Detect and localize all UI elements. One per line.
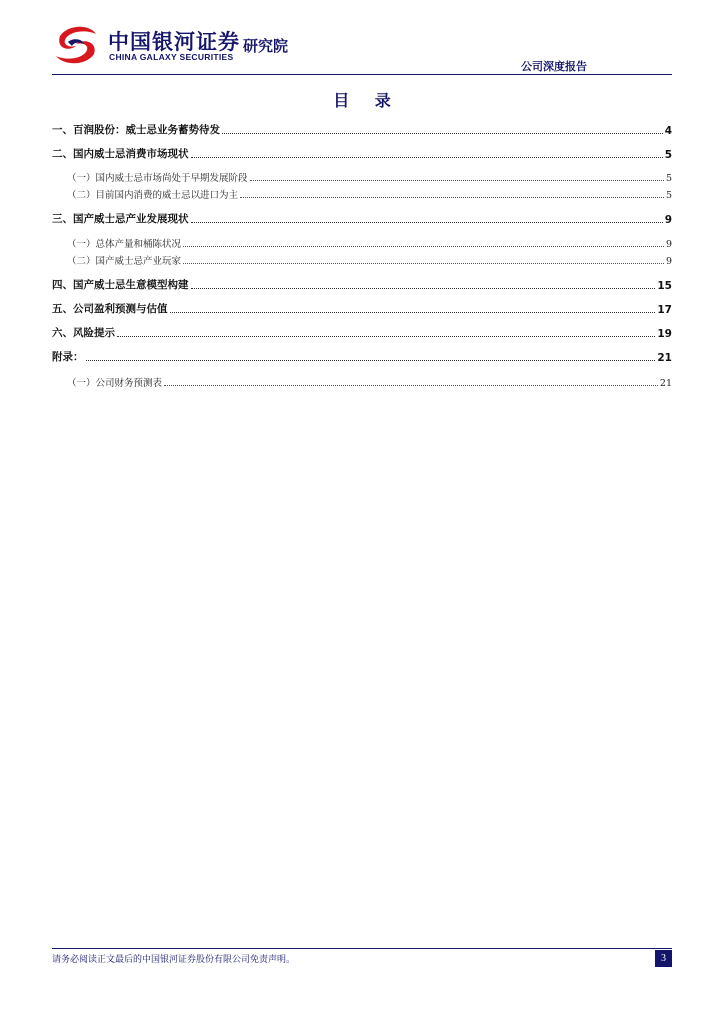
toc-dot-leader — [240, 196, 664, 198]
toc-entry-page: 9 — [664, 214, 672, 226]
page-number: 3 — [655, 950, 672, 967]
toc-entry-label: 六、风险提示 — [52, 327, 115, 339]
toc-entry[interactable] — [52, 348, 672, 364]
toc-entry[interactable] — [52, 210, 672, 226]
page-header — [0, 0, 724, 80]
toc-entry-label: （二）国产威士忌产业玩家 — [67, 256, 182, 267]
footer-divider — [52, 948, 672, 949]
toc-entry-page: 17 — [657, 304, 672, 316]
toc-entry-page: 4 — [664, 125, 672, 137]
brand-name-cn: 中国银河证券 — [108, 30, 240, 54]
toc-entry-label: （一）总体产量和桶陈状况 — [67, 239, 182, 250]
toc-subentry[interactable] — [52, 373, 672, 389]
toc-dot-leader — [191, 221, 663, 223]
toc-dot-leader — [183, 262, 664, 264]
toc-dot-leader — [86, 359, 656, 361]
toc-entry-label: 五、公司盈利预测与估值 — [52, 303, 168, 315]
toc-entry[interactable] — [52, 300, 672, 316]
toc-entry-label: 附录： — [52, 351, 84, 363]
toc-entry-label: 三、国产威士忌产业发展现状 — [52, 213, 189, 225]
toc-subentry[interactable] — [52, 185, 672, 201]
toc-title: 目 录 — [333, 91, 401, 110]
header-divider — [52, 74, 672, 75]
toc-dot-leader — [183, 245, 664, 247]
toc-entry-page: 19 — [657, 328, 672, 340]
toc-entry-page: 21 — [657, 352, 672, 364]
toc-dot-leader — [170, 311, 656, 313]
toc-dot-leader — [222, 132, 663, 134]
toc-entry-label: 四、国产威士忌生意模型构建 — [52, 279, 189, 291]
toc-entry-page: 5 — [665, 173, 672, 184]
footer-disclaimer: 请务必阅读正文最后的中国银河证券股份有限公司免责声明。 — [52, 955, 296, 965]
toc-subentry[interactable] — [52, 168, 672, 184]
galaxy-logo-icon — [50, 22, 102, 68]
toc-entry-page: 5 — [665, 190, 672, 201]
toc-entry-label: （二）目前国内消费的威士忌以进口为主 — [67, 190, 239, 201]
toc-entry-page: 15 — [657, 280, 672, 292]
toc-dot-leader — [250, 179, 664, 181]
toc-entry-label: （一）公司财务预测表 — [67, 378, 163, 389]
toc-entry-page: 5 — [664, 149, 672, 161]
toc-dot-leader — [164, 384, 658, 386]
toc-subentry[interactable] — [52, 234, 672, 250]
report-type-label: 公司深度报告 — [521, 60, 587, 73]
toc-entry[interactable] — [52, 324, 672, 340]
toc-entry[interactable] — [52, 276, 672, 292]
toc-subentry[interactable] — [52, 251, 672, 267]
toc-entry-label: （一）国内威士忌市场尚处于早期发展阶段 — [67, 173, 248, 184]
toc-entry-page: 9 — [665, 239, 672, 250]
toc-dot-leader — [191, 287, 656, 289]
toc-entry-label: 二、国内威士忌消费市场现状 — [52, 148, 189, 160]
institute-label: 研究院 — [243, 37, 289, 55]
toc-entry[interactable] — [52, 145, 672, 161]
toc-entry-page: 9 — [665, 256, 672, 267]
toc-entry-label: 一、百润股份：威士忌业务蓄势待发 — [52, 124, 220, 136]
toc-entry[interactable] — [52, 121, 672, 137]
toc-entry-page: 21 — [659, 378, 672, 389]
toc-dot-leader — [117, 335, 655, 337]
brand-name-en: CHINA GALAXY SECURITIES — [109, 52, 234, 62]
toc-dot-leader — [191, 156, 663, 158]
